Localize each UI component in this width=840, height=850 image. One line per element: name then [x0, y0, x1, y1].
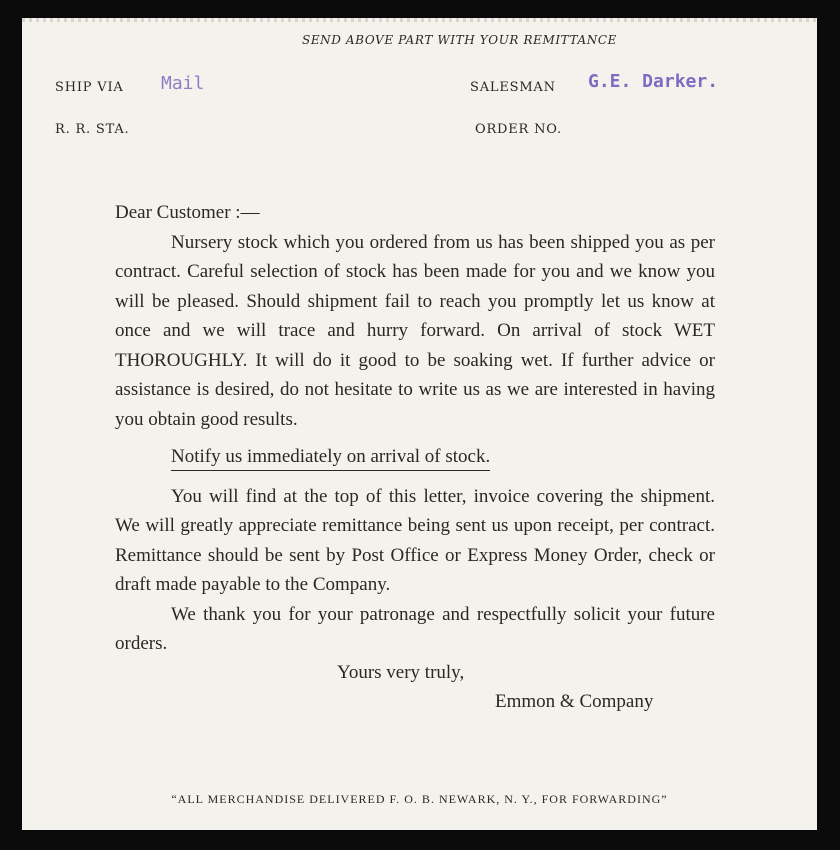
footer-note: “ALL MERCHANDISE DELIVERED F. O. B. NEWARK, N. Y., FOR FORWARDING” — [171, 792, 668, 806]
perforated-edge — [22, 18, 817, 22]
letter-body — [115, 198, 715, 717]
ship-via-value: Mail — [161, 73, 205, 94]
salutation: Dear Customer :— — [115, 202, 260, 223]
paragraph-invoice: You will find at the top of this letter, invoice covering the shipment. We will greatly appreciate remittance being sent us upon receipt, per contract. Remittance should be sent by Post Office or Express Money Order, check or draft made payable to the Company. — [115, 485, 715, 595]
notify-notice: Notify us immediately on arrival of stock. — [171, 445, 490, 471]
paragraph-thanks: We thank you for your patronage and respectfully solicit your future orders. — [115, 603, 715, 654]
salesman-label: SALESMAN — [470, 80, 556, 95]
remittance-note: SEND ABOVE PART WITH YOUR REMITTANCE — [302, 33, 617, 47]
salesman-value: G.E. Darker. — [588, 71, 719, 92]
ship-via-label: SHIP VIA — [55, 80, 124, 95]
signature: Emmon & Company — [495, 690, 654, 712]
paragraph-shipment: Nursery stock which you ordered from us has been shipped you as per contract. Careful selection of stock has been made for you and we know you will be pleased. Should shipment fail to reach you promptly let us know at once and we will trace and hurry forward. On arrival of stock WET THOROUGHLY. It will do it good to be soaking wet. If further advice or assistance is desired, do not hesitate to write us as we are interested in having you obtain good results. — [115, 231, 715, 430]
order-number-label: ORDER NO. — [475, 122, 562, 137]
closing: Yours very truly, — [337, 661, 465, 683]
rr-station-label: R. R. STA. — [55, 122, 130, 137]
letter-sheet — [22, 18, 817, 830]
notice-block — [171, 442, 715, 472]
